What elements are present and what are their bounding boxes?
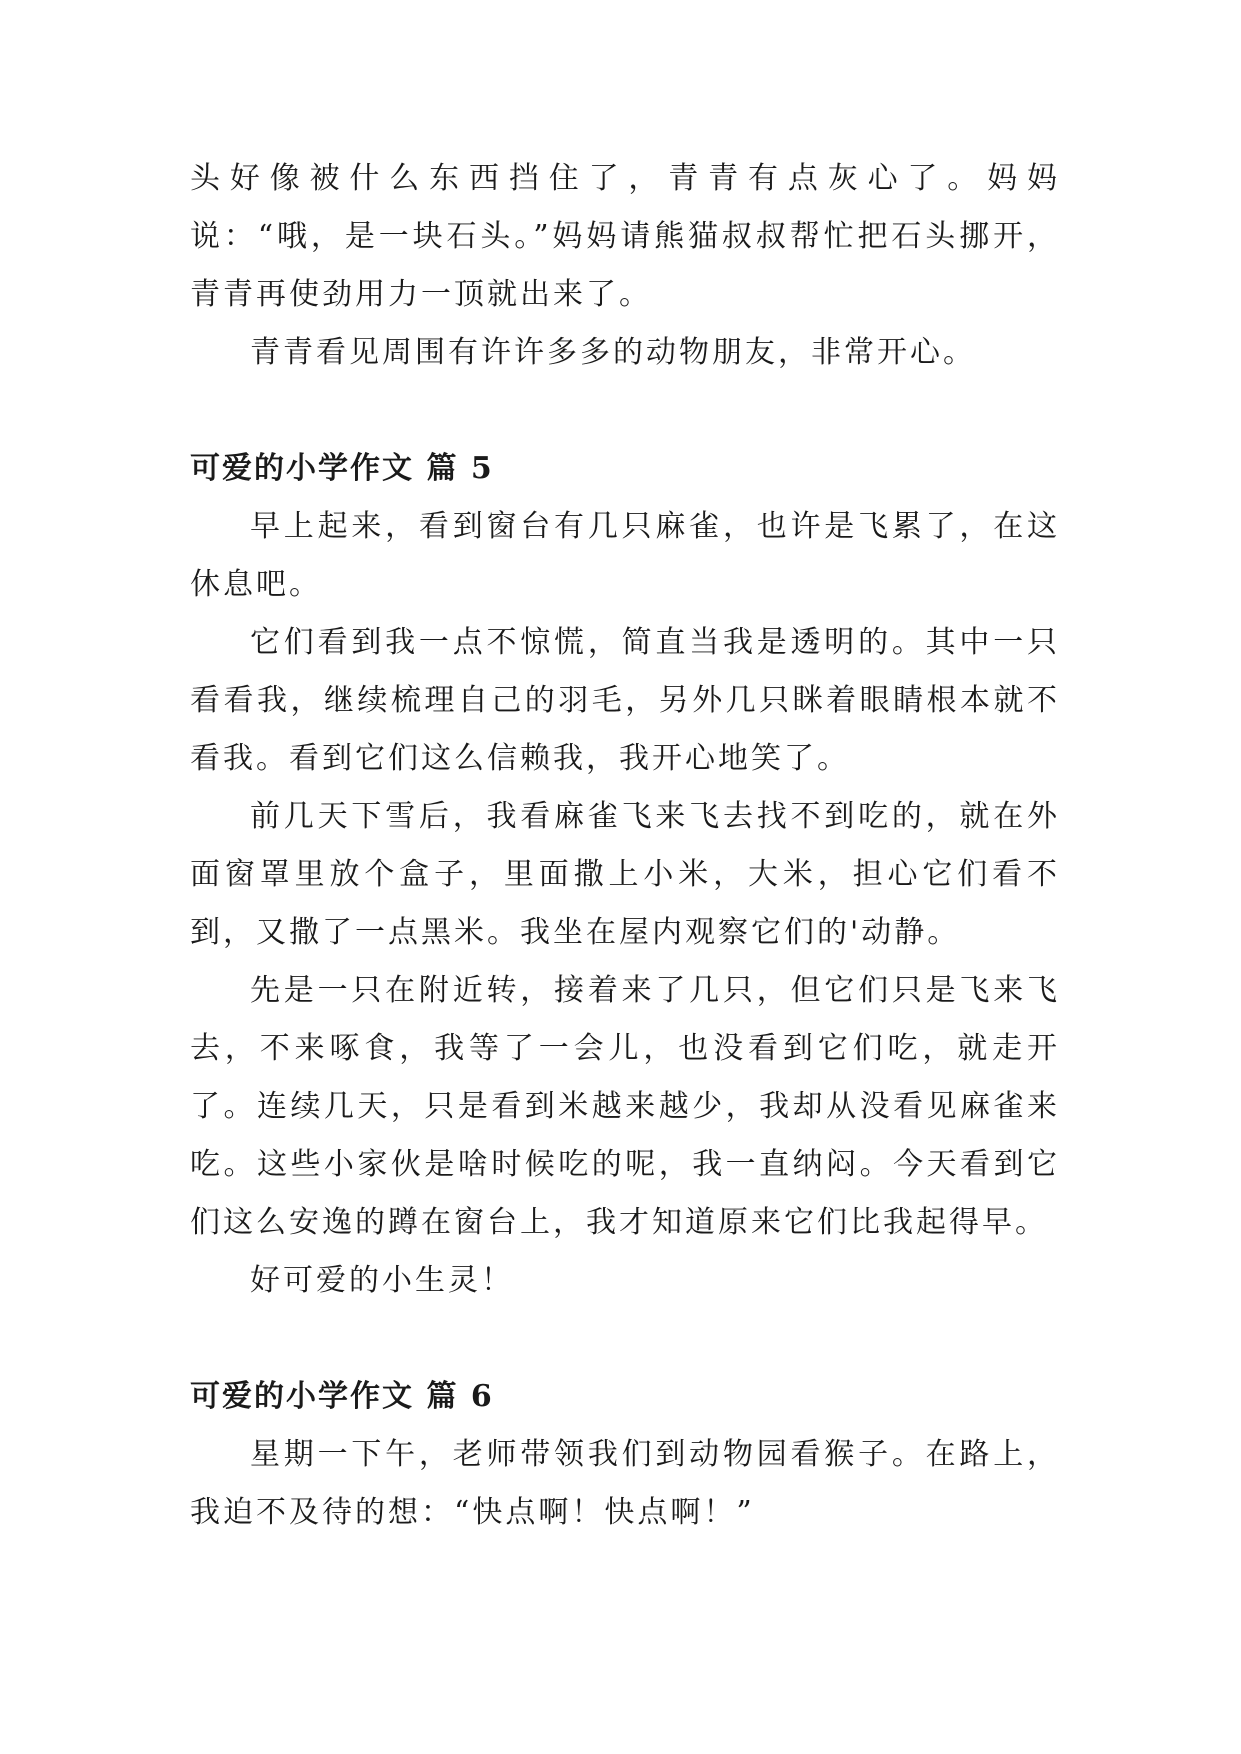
paragraph: 星期一下午，老师带领我们到动物园看猴子。在路上，我迫不及待的想：“快点啊！快点啊！”: [190, 1437, 1060, 1530]
paragraph: 先是一只在附近转，接着来了几只，但它们只是飞来飞去，不来啄食，我等了一会儿，也没看到它们吃，就走开了。连续几天，只是看到米越来越少，我却从没看见麻雀来吃。这些小家伙是啥时候吃的呢，我一直纳闷。今天看到它们这么安逸的蹲在窗台上，我才知道原来它们比我起得早。: [190, 973, 1060, 1240]
paragraph: 好可爱的小生灵！: [250, 1263, 514, 1298]
paragraph: 青青看见周围有许许多多的动物朋友，非常开心。: [250, 335, 976, 370]
document-body: [190, 150, 1060, 1542]
section-heading-5: 可爱的小学作文 篇 5: [190, 451, 494, 486]
paragraph: 前几天下雪后，我看麻雀飞来飞去找不到吃的，就在外面窗罩里放个盒子，里面撒上小米，大米，担心它们看不到，又撒了一点黑米。我坐在屋内观察它们的'动静。: [190, 799, 1060, 950]
section-heading-6: 可爱的小学作文 篇 6: [190, 1379, 494, 1414]
paragraph-continued: 头好像被什么东西挡住了，青青有点灰心了。妈妈说：“哦，是一块石头。”妈妈请熊猫叔叔帮忙把石头挪开，青青再使劲用力一顶就出来了。: [190, 161, 1060, 312]
paragraph: 早上起来，看到窗台有几只麻雀，也许是飞累了，在这休息吧。: [190, 509, 1060, 602]
paragraph: 它们看到我一点不惊慌，简直当我是透明的。其中一只看看我，继续梳理自己的羽毛，另外几只眯着眼睛根本就不看我。看到它们这么信赖我，我开心地笑了。: [190, 625, 1060, 776]
